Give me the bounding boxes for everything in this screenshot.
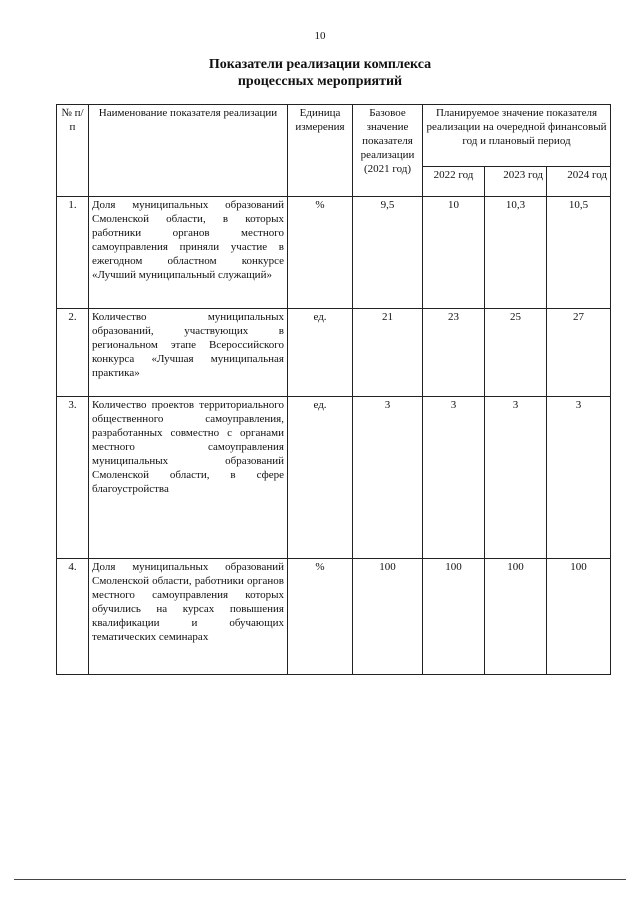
header-base: Базовое значение показателя реализации (2021 год): [353, 105, 423, 197]
header-num: № п/п: [57, 105, 89, 197]
page-number: 10: [314, 30, 326, 42]
row-name: Доля муниципальных образований Смоленской области, работники органов местного самоуправления которых обучились на курсах повышения квалификации и обучающих тематических семинарах: [89, 559, 288, 675]
row-unit: %: [288, 197, 353, 309]
table-row: [57, 397, 611, 559]
row-2023: 3: [485, 397, 547, 559]
row-2022: 100: [423, 559, 485, 675]
row-name: Количество муниципальных образований, участвующих в региональном этапе Всероссийского конкурса «Лучшая муниципальная практика»: [89, 309, 288, 397]
header-name: Наименование показателя реализации: [89, 105, 288, 197]
header-2023: 2023 год: [485, 167, 547, 197]
row-2022: 23: [423, 309, 485, 397]
row-unit: %: [288, 559, 353, 675]
row-name: Количество проектов территориального общественного самоуправления, разработанных совместно с органами местного самоуправления муниципальных образований Смоленской области, в сфере благоустройства: [89, 397, 288, 559]
row-num: 2.: [57, 309, 89, 397]
row-2023: 25: [485, 309, 547, 397]
table-row: [57, 197, 611, 309]
title-line-1: Показатели реализации комплекса: [208, 57, 432, 72]
page-title: [0, 56, 640, 90]
header-2024: 2024 год: [547, 167, 611, 197]
header-2022: 2022 год: [423, 167, 485, 197]
table-row: [57, 309, 611, 397]
row-2024: 3: [547, 397, 611, 559]
row-2022: 3: [423, 397, 485, 559]
row-name: Доля муниципальных образований Смоленской области, в которых работники органов местного самоуправления приняли участие в ежегодном областном конкурсе «Лучший муниципальный служащий»: [89, 197, 288, 309]
row-2024: 100: [547, 559, 611, 675]
row-num: 3.: [57, 397, 89, 559]
header-planned: Планируемое значение показателя реализации на очередной финансовый год и плановый период: [423, 105, 611, 167]
row-base: 3: [353, 397, 423, 559]
title-line-2: процессных мероприятий: [237, 74, 403, 89]
row-2023: 10,3: [485, 197, 547, 309]
row-base: 100: [353, 559, 423, 675]
table-row: [57, 559, 611, 675]
row-num: 1.: [57, 197, 89, 309]
row-base: 21: [353, 309, 423, 397]
row-2022: 10: [423, 197, 485, 309]
header-unit: Единица измерения: [288, 105, 353, 197]
row-2023: 100: [485, 559, 547, 675]
row-2024: 10,5: [547, 197, 611, 309]
indicators-table: [56, 104, 611, 675]
row-base: 9,5: [353, 197, 423, 309]
row-unit: ед.: [288, 397, 353, 559]
bottom-divider: [14, 879, 626, 880]
row-num: 4.: [57, 559, 89, 675]
row-unit: ед.: [288, 309, 353, 397]
row-2024: 27: [547, 309, 611, 397]
